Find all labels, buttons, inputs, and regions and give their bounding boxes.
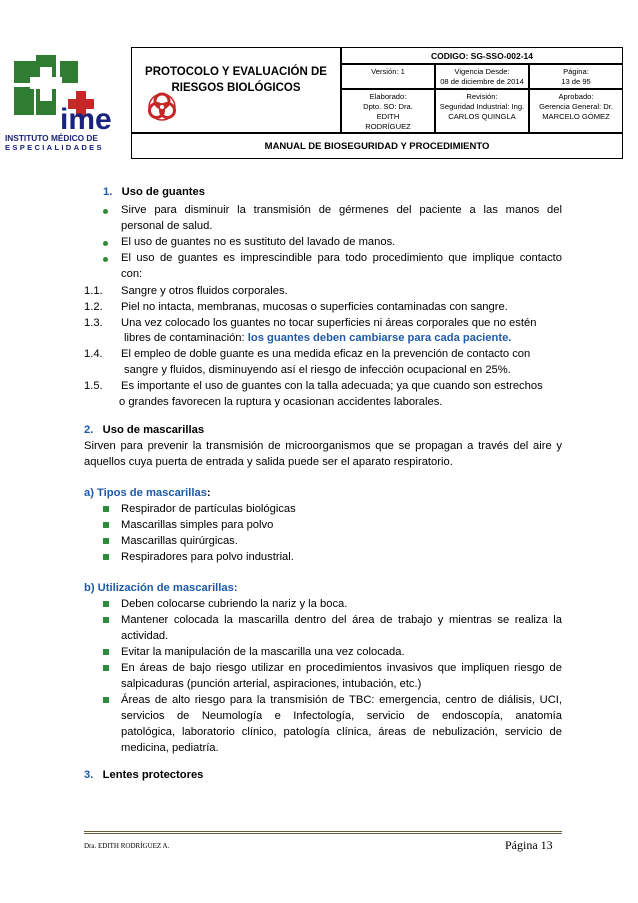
list-item: Respiradores para polvo industrial. xyxy=(121,551,294,563)
revision-line-2: CARLOS QUINGLA xyxy=(448,112,516,121)
subsection-colon: : xyxy=(206,487,211,499)
version-label: Versión: 1 xyxy=(371,67,405,76)
bullet-icon xyxy=(103,241,108,246)
bullet-icon xyxy=(103,538,109,544)
vigencia-cell xyxy=(435,64,529,89)
list-item: Mascarillas simples para polvo xyxy=(121,519,274,531)
bullet-icon xyxy=(103,697,109,703)
paragraph: Sirven para prevenir la transmisión de microorganismos que se propagan a través del aire y xyxy=(84,440,562,452)
aprobado-cell xyxy=(529,89,623,133)
list-item-cont: patológica, laboratorio clínico, patología clínica, áreas de nebulización, servicio de xyxy=(121,726,562,738)
bullet-icon xyxy=(103,601,109,607)
page-label: Página: xyxy=(563,67,589,76)
bullet-icon xyxy=(103,506,109,512)
list-item: Sirve para disminuir la transmisión de gérmenes del paciente a las manos del xyxy=(121,204,562,216)
footer-author: Dra. EDITH RODRÍGUEZ A. xyxy=(84,842,170,850)
logo-name-line2: ESPECIALIDADES xyxy=(5,143,104,152)
list-item-cont: medicina, pediatría. xyxy=(121,742,219,754)
paragraph-cont: aquellos cuya puerta de entrada y salida puede ser el aparato respiratorio. xyxy=(84,456,453,468)
bullet-icon xyxy=(103,257,108,262)
list-item-cont: personal de salud. xyxy=(121,220,213,232)
elaborado-line-1: Dpto. SO: Dra. xyxy=(363,102,413,111)
subsection-title: a) Tipos de mascarillas xyxy=(84,487,207,499)
list-item-cont: salpicaduras (punción arterial, aspiraciones, intubación, etc.) xyxy=(121,678,422,690)
list-item-cont: servicios de Neumología e Infectología, servicio de endoscopía, anatomía xyxy=(121,710,562,722)
section-title: Uso de guantes xyxy=(121,186,205,198)
aprobado-line-2: MARCELO GÓMEZ xyxy=(542,112,610,121)
item-text: libres de contaminación: xyxy=(124,332,248,344)
elaborado-cell xyxy=(341,89,435,133)
numbered-item: Una vez colocado los guantes no tocar superficies ni áreas corporales que no estén xyxy=(121,317,537,329)
section-title: Lentes protectores xyxy=(102,769,204,781)
elaborado-line-2: EDITH xyxy=(376,112,400,121)
bullet-icon xyxy=(103,209,108,214)
list-item: El uso de guantes es imprescindible para todo procedimiento que implique contacto xyxy=(121,252,562,264)
section-number: 1. xyxy=(103,186,113,198)
item-number: 1.2. xyxy=(84,301,103,313)
numbered-item: Sangre y otros fluidos corporales. xyxy=(121,285,288,297)
manual-title: MANUAL DE BIOSEGURIDAD Y PROCEDIMIENTO xyxy=(131,133,623,159)
list-item-cont: con: xyxy=(121,268,143,280)
item-number: 1.3. xyxy=(84,317,103,329)
section-number: 3. xyxy=(84,769,94,781)
list-item-cont: actividad. xyxy=(121,630,169,642)
section-number: 2. xyxy=(84,424,94,436)
subsection-heading: b) Utilización de mascarillas: xyxy=(84,582,238,594)
list-item: Mantener colocada la mascarilla dentro del área de trabajo y mientras se realiza la xyxy=(121,614,562,626)
vigencia-value: 08 de diciembre de 2014 xyxy=(440,77,524,86)
numbered-item-cont xyxy=(124,330,511,346)
aprobado-label: Aprobado: xyxy=(558,92,594,101)
revision-cell xyxy=(435,89,529,133)
logo-brand: ime xyxy=(60,103,112,136)
numbered-item: Es importante el uso de guantes con la talla adecuada; ya que cuando son estrechos xyxy=(121,380,543,392)
version-cell xyxy=(341,64,435,89)
numbered-item: Piel no intacta, membranas, mucosas o superficies contaminadas con sangre. xyxy=(121,301,508,313)
section-1-heading xyxy=(103,184,205,200)
numbered-item-cont: o grandes favorecen la ruptura y ocasionan accidentes laborales. xyxy=(119,396,443,408)
institution-logo xyxy=(0,47,131,159)
title-line-1: PROTOCOLO Y EVALUACIÓN DE xyxy=(145,66,327,78)
section-title: Uso de mascarillas xyxy=(102,424,205,436)
numbered-item: El empleo de doble guante es una medida eficaz en la prevención de contacto con xyxy=(121,348,531,360)
revision-line-1: Seguridad Industrial: Ing. xyxy=(439,102,525,111)
title-line-2: RIESGOS BIOLÓGICOS xyxy=(171,82,301,94)
bullet-icon xyxy=(103,649,109,655)
list-item: Respirador de partículas biológicas xyxy=(121,503,296,515)
elaborado-line-3: RODRÍGUEZ xyxy=(365,122,411,131)
ime-logo-icon xyxy=(0,47,131,159)
page-value: 13 de 95 xyxy=(561,77,591,86)
numbered-item-cont: sangre y fluidos, disminuyendo así el riesgo de infección ocupacional en 25%. xyxy=(124,364,511,376)
document-code: CODIGO: SG-SSO-002-14 xyxy=(341,47,623,64)
bullet-icon xyxy=(103,522,109,528)
section-2-heading xyxy=(84,422,204,438)
list-item: Evitar la manipulación de la mascarilla una vez colocada. xyxy=(121,646,405,658)
item-emphasis: los guantes deben cambiarse para cada paciente. xyxy=(247,332,512,344)
document-header xyxy=(0,47,623,159)
page-cell xyxy=(529,64,623,89)
revision-label: Revisión: xyxy=(466,92,498,101)
bullet-icon xyxy=(103,554,109,560)
elaborado-label: Elaborado: xyxy=(369,92,407,101)
list-item: En áreas de bajo riesgo utilizar en procedimientos invasivos que impliquen riesgo de xyxy=(121,662,562,674)
bullet-icon xyxy=(103,617,109,623)
vigencia-label: Vigencia Desde: xyxy=(454,67,510,76)
aprobado-line-1: Gerencia General: Dr. xyxy=(539,102,613,111)
footer-divider xyxy=(84,831,562,834)
list-item: El uso de guantes no es sustituto del lavado de manos. xyxy=(121,236,396,248)
subsection-heading xyxy=(84,485,211,501)
list-item: Deben colocarse cubriendo la nariz y la boca. xyxy=(121,598,348,610)
list-item: Mascarillas quirúrgicas. xyxy=(121,535,238,547)
item-number: 1.5. xyxy=(84,380,103,392)
biohazard-icon xyxy=(146,91,178,123)
list-item: Áreas de alto riesgo para la transmisión de TBC: emergencia, centro de diálisis, UCI, xyxy=(121,694,562,706)
footer-page-number: Página 13 xyxy=(505,838,553,852)
item-number: 1.4. xyxy=(84,348,103,360)
item-number: 1.1. xyxy=(84,285,103,297)
section-3-heading xyxy=(84,767,203,783)
bullet-icon xyxy=(103,665,109,671)
logo-name-line1: INSTITUTO MÉDICO DE xyxy=(5,133,98,143)
